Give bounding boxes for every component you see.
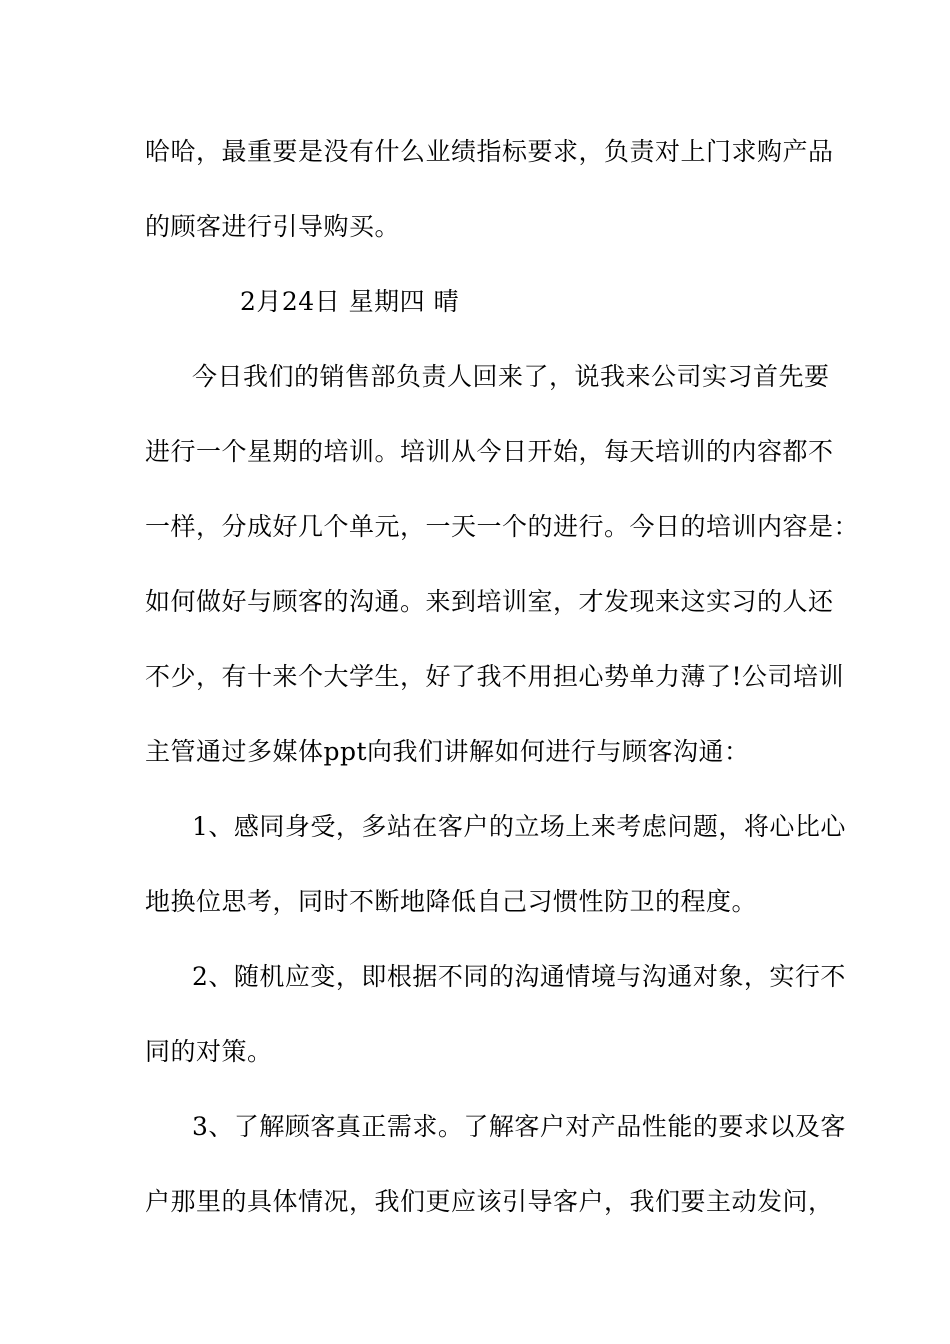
list-item-line: 同的对策。: [145, 1037, 273, 1066]
list-item-line: 2、随机应变，即根据不同的沟通情境与沟通对象，实行不: [192, 962, 846, 991]
paragraph-line: 一样，分成好几个单元，一天一个的进行。今日的培训内容是：: [145, 512, 860, 541]
paragraph-line: 不少，有十来个大学生，好了我不用担心势单力薄了!公司培训: [145, 662, 845, 691]
paragraph-line: 的顾客进行引导购买。: [145, 212, 401, 241]
list-item-line: 地换位思考，同时不断地降低自己习惯性防卫的程度。: [145, 887, 758, 916]
paragraph-line: 如何做好与顾客的沟通。来到培训室，才发现来这实习的人还: [145, 587, 834, 616]
list-item-line: 3、了解顾客真正需求。了解客户对产品性能的要求以及客: [192, 1112, 846, 1141]
paragraph-line: 今日我们的销售部负责人回来了，说我来公司实习首先要: [192, 362, 830, 391]
paragraph-line: 哈哈，最重要是没有什么业绩指标要求，负责对上门求购产品: [145, 137, 834, 166]
list-item-line: 1、感同身受，多站在客户的立场上来考虑问题，将心比心: [192, 812, 846, 841]
diary-date-heading: 2月24日 星期四 晴: [240, 287, 460, 316]
list-item-line: 户那里的具体情况，我们更应该引导客户，我们要主动发问，: [145, 1187, 834, 1216]
paragraph-line: 进行一个星期的培训。培训从今日开始，每天培训的内容都不: [145, 437, 834, 466]
paragraph-line: 主管通过多媒体ppt向我们讲解如何进行与顾客沟通：: [145, 737, 750, 766]
